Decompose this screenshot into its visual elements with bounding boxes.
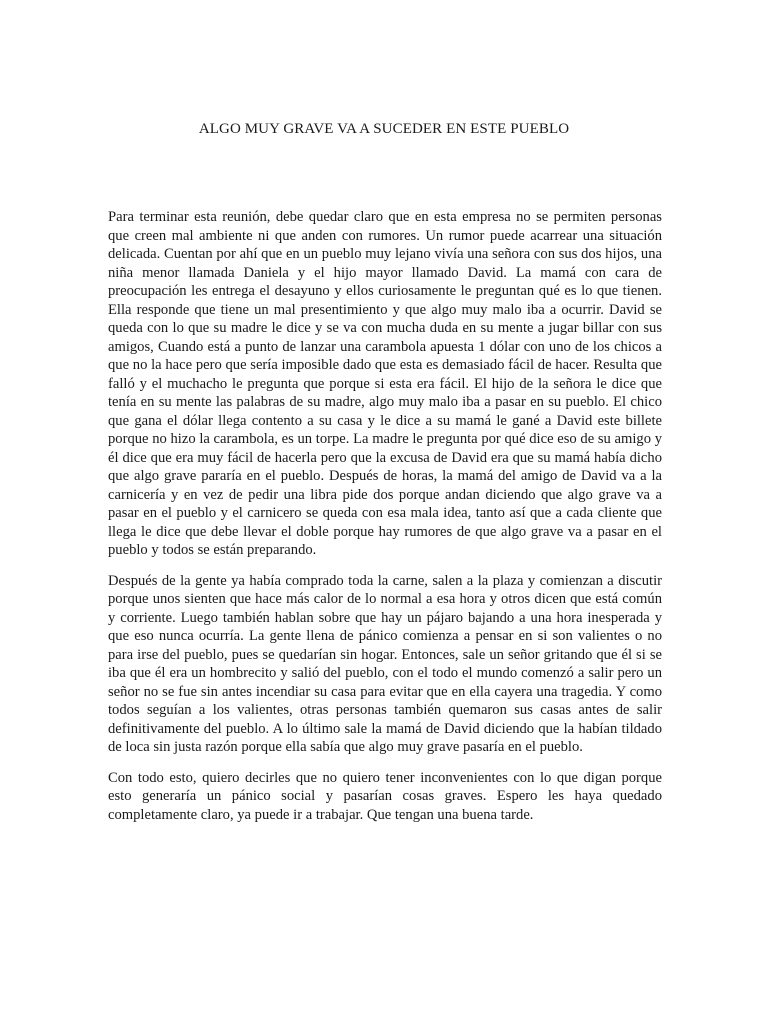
document-body [108,208,662,836]
paragraph-2: Después de la gente ya había comprado toda la carne, salen a la plaza y comienzan a discutir porque unos sienten que hace más calor de lo normal a esa hora y otros dicen que está común y corriente. Luego también hablan sobre que hay un pájaro bajando a una hora inesperada y que eso nunca ocurría. La gente llena de pánico comienza a pensar en si son valientes o no para irse del pueblo, pues se quedarían sin hogar. Entonces, sale un señor gritando que él si se iba que él era un hombrecito y salió del pueblo, con el todo el mundo comenzó a salir pero un señor no se fue sin antes incendiar su casa para evitar que en ella cayera una tragedia. Y como todos seguían a los valientes, otras personas también quemaron sus casas antes de salir definitivamente del pueblo. A lo último sale la mamá de David diciendo que la habían tildado de loca sin justa razón porque ella sabía que algo muy grave pasaría en el pueblo. [108,572,662,755]
paragraph-1: Para terminar esta reunión, debe quedar claro que en esta empresa no se permiten personas que creen mal ambiente ni que anden con rumores. Un rumor puede acarrear una situación delicada. Cuentan por ahí que en un pueblo muy lejano vivía una señora con sus dos hijos, una niña menor llamada Daniela y el hijo mayor llamado David. La mamá con cara de preocupación les entrega el desayuno y ellos curiosamente le preguntan qué es lo que tienen. Ella responde que tiene un mal presentimiento y que algo muy malo iba a ocurrir. David se queda con lo que su madre le dice y se va con mucha duda en su mente a jugar billar con sus amigos, Cuando está a punto de lanzar una carambola apuesta 1 dólar con uno de los chicos a que no la hace pero que sería imposible dado que esta es demasiado fácil de hacer. Resulta que falló y el muchacho le pregunta que porque si esta era fácil. El hijo de la señora le dice que tenía en su mente las palabras de su madre, algo muy malo iba a pasar en su pueblo. El chico que gana el dólar llega contento a su casa y le dice a su mamá le gané a David este billete porque no hizo la carambola, es un torpe. La madre le pregunta por qué dice eso de su amigo y él dice que era muy fácil de hacerla pero que la excusa de David era que su mamá había dicho que algo grave pararía en el pueblo. Después de horas, la mamá del amigo de David va a la carnicería y en vez de pedir una libra pide dos porque andan diciendo que algo grave va a pasar en el pueblo y el carnicero se queda con esa mala idea, tanto así que a cada cliente que llega le dice que debe llevar el doble porque hay rumores de que algo grave va a pasar en el pueblo y todos se están preparando. [108,209,662,558]
document-title: ALGO MUY GRAVE VA A SUCEDER EN ESTE PUEBLO [198,121,570,137]
paragraph-3: Con todo esto, quiero decirles que no quiero tener inconvenientes con lo que digan porque esto generaría un pánico social y pasarían cosas graves. Espero les haya quedado completamente claro, ya puede ir a trabajar. Que tengan una buena tarde. [108,769,662,823]
